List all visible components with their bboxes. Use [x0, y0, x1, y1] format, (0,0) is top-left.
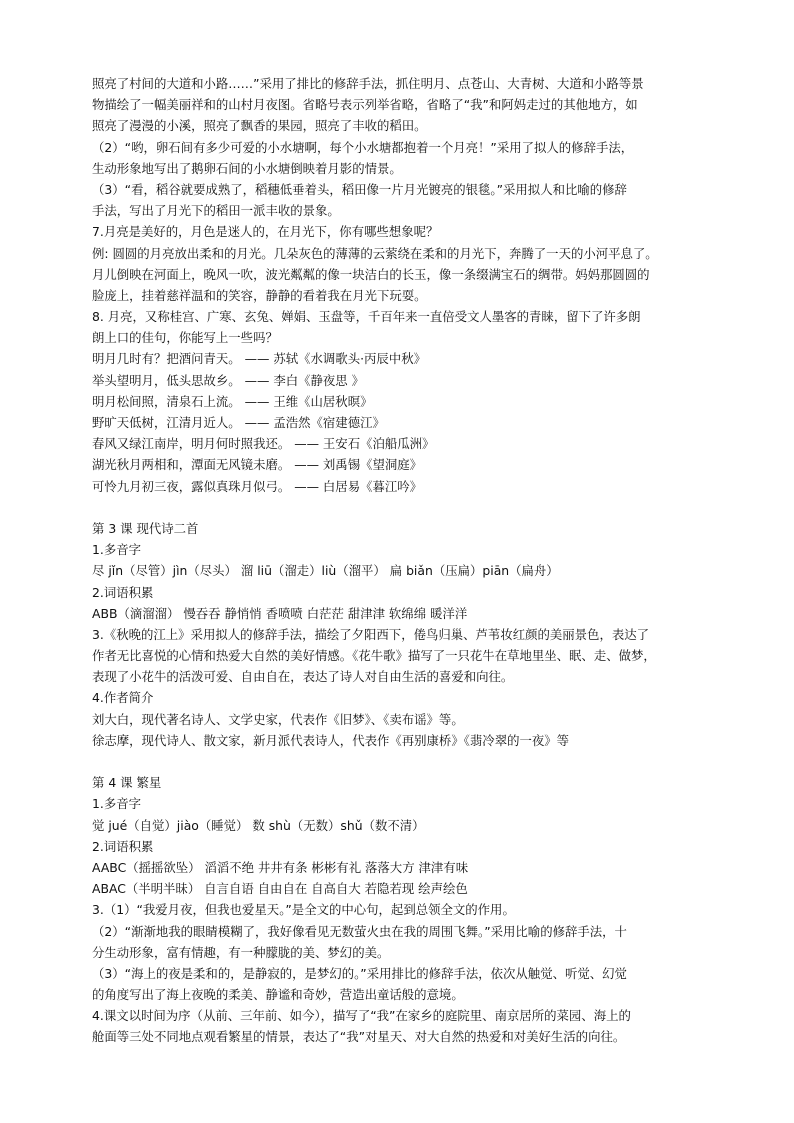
text-line: 8. 月亮，又称桂宫、广寒、玄兔、婵娟、玉盘等，千百年来一直倍受文人墨客的青睐，留下了许多朗 [92, 309, 641, 325]
text-line: AABC（摇摇欲坠） 滔滔不绝 井井有条 彬彬有礼 落落大方 津津有味 [92, 859, 469, 875]
text-line: 野旷天低树，江清月近人。 —— 孟浩然《宿建德江》 [92, 415, 385, 430]
text-line: 湖光秋月两相和，潭面无风镜未磨。 —— 刘禹锡《望洞庭》 [92, 457, 423, 473]
text-line: 分生动形象，富有情趣，有一种朦胧的美、梦幻的美。 [92, 944, 390, 960]
text-line: 照亮了村间的大道和小路……”采用了排比的修辞手法，抓住明月、点苍山、大青树、大道和小路等景 [92, 76, 644, 91]
text-line: 1.多音字 [92, 796, 141, 812]
text-line: 4.作者简介 [92, 690, 154, 706]
text-line: 表现了小花牛的活泼可爱、自由自在，表达了诗人对自由生活的喜爱和向往。 [92, 669, 514, 685]
text-line: 举头望明月，低头思故乡。 —— 李白《静夜思 》 [92, 372, 365, 388]
text-line: 1.多音字 [92, 542, 141, 558]
text-line: 作者无比喜悦的心情和热爱大自然的美好情感。《花牛歌》描写了一只花牛在草地里坐、眠、走、做梦， [92, 648, 656, 664]
text-line: 月儿倒映在河面上，晚风一吹，波光粼粼的像一块洁白的长玉，像一条缀满宝石的绸带。妈妈那圆圆的 [92, 266, 650, 282]
blank-line [92, 751, 722, 772]
text-line: 3.（1）“我爱月夜，但我也爱星天。”是全文的中心句，起到总领全文的作用。 [92, 902, 515, 918]
text-line: 尽 jǐn（尽管）jìn（尽头） 溜 liū（溜走）liù（溜平） 扁 biǎn（压扁）piān（扁舟） [92, 563, 559, 579]
text-line: 第 4 课 繁星 [92, 775, 162, 791]
text-line: 脸庞上，挂着慈祥温和的笑容，静静的看着我在月光下玩耍。 [92, 287, 427, 303]
blank-line [92, 497, 722, 518]
text-line: 的角度写出了海上夜晚的柔美、静谧和奇妙，营造出童话般的意境。 [92, 987, 464, 1003]
text-line: （3）“海上的夜是柔和的，是静寂的，是梦幻的。”采用排比的修辞手法，依次从触觉、听觉、幻觉 [92, 965, 627, 981]
text-line: （2）“渐渐地我的眼睛模糊了，我好像看见无数萤火虫在我的周围飞舞。”采用比喻的修辞手法，十 [92, 923, 627, 939]
text-line: 明月松间照，清泉石上流。 —— 王维《山居秋暝》 [92, 393, 373, 409]
text-line: 照亮了漫漫的小溪，照亮了飘香的果园，照亮了丰收的稻田。 [92, 118, 427, 134]
text-line: 刘大白，现代著名诗人、文学史家，代表作《旧梦》、《卖布谣》等。 [92, 711, 464, 727]
text-line: 觉 jué（自觉）jiào（睡觉） 数 shù（无数）shǔ（数不清） [92, 817, 425, 833]
text-line: 第 3 课 现代诗二首 [92, 520, 199, 536]
text-line: ABB（滴溜溜） 慢吞吞 静悄悄 香喷喷 白茫茫 甜津津 软绵绵 暖洋洋 [92, 605, 468, 621]
text-line: （2）“哟，卵石间有多少可爱的小水塘啊，每个小水塘都抱着一个月亮！”采用了拟人的修辞手法， [92, 139, 634, 155]
text-line: 舱面等三处不同地点观看繁星的情景，表达了“我”对星天、对大自然的热爱和对美好生活的向往。 [92, 1029, 626, 1045]
text-line: 例: 圆圆的月亮放出柔和的月光。几朵灰色的薄薄的云萦绕在柔和的月光下，奔腾了一天的小河平息了。 [92, 245, 658, 261]
text-line: 2.词语积累 [92, 584, 154, 600]
text-line: 3.《秋晚的江上》采用拟人的修辞手法，描绘了夕阳西下，倦鸟归巢、芦苇妆红颜的美丽景色，表达了 [92, 626, 650, 642]
document-page [92, 73, 722, 1048]
text-line: 朗上口的佳句，你能写上一些吗？ [92, 330, 278, 346]
text-line: 7.月亮是美好的，月色是迷人的，在月光下，你有哪些想象呢？ [92, 224, 439, 240]
text-line: 2.词语积累 [92, 838, 154, 854]
text-line: ABAC（半明半昧） 自言自语 自由自在 自高自大 若隐若现 绘声绘色 [92, 881, 468, 897]
text-line: 可怜九月初三夜，露似真珠月似弓。 —— 白居易《暮江吟》 [92, 478, 423, 494]
text-line: 明月几时有？把酒问青天。 —— 苏轼《水调歌头·丙辰中秋》 [92, 351, 426, 367]
text-line: （3）“看，稻谷就要成熟了，稻穗低垂着头，稻田像一片月光镀亮的银毯。”采用拟人和比喻的修辞 [92, 181, 627, 197]
text-line: 物描绘了一幅美丽祥和的山村月夜图。省略号表示列举省略，省略了“我”和阿妈走过的其他地方，如 [92, 97, 638, 113]
text-line: 生动形象地写出了鹅卵石间的小水塘倒映着月影的情景。 [92, 160, 402, 176]
text-line: 徐志摩，现代诗人、散文家，新月派代表诗人，代表作《再别康桥》《翡冷翠的一夜》等 [92, 732, 570, 748]
text-line: 4.课文以时间为序（从前、三年前、如今），描写了“我”在家乡的庭院里、南京居所的菜园、海上的 [92, 1008, 631, 1024]
text-line: 手法，写出了月光下的稻田一派丰收的景象。 [92, 203, 340, 219]
text-line: 春风又绿江南岸，明月何时照我还。 —— 王安石《泊船瓜洲》 [92, 436, 435, 452]
